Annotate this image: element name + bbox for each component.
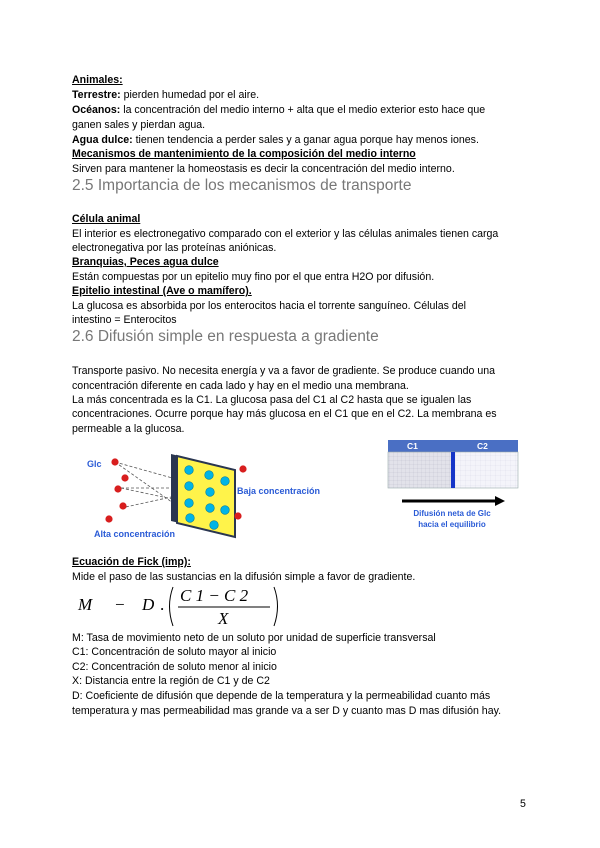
agua-dulce-label: Agua dulce: bbox=[72, 134, 133, 146]
section-2-5-title: 2.5 Importancia de los mecanismos de transporte bbox=[72, 177, 412, 194]
membrane-diffusion-figure bbox=[85, 448, 350, 545]
def-c2: C2: Concentración de soluto menor al inicio bbox=[72, 661, 277, 673]
epitelio-text-2: intestino = Enterocitos bbox=[72, 314, 177, 326]
alta-concentracion-label: Alta concentración bbox=[94, 529, 176, 539]
fick-heading: Ecuación de Fick (imp): bbox=[72, 556, 191, 568]
glc-label: Glc bbox=[87, 459, 102, 469]
mecanismos-text: Sirven para mantener la homeostasis es decir la concentración del medio interno. bbox=[72, 163, 455, 175]
def-d-1: D: Coeficiente de difusión que depende de la temperatura y la permeabilidad cuanto más bbox=[72, 690, 491, 702]
caption-line-1: Difusión neta de Glc bbox=[413, 509, 491, 518]
oceanos-label: Océanos: bbox=[72, 104, 121, 116]
def-x: X: Distancia entre la región de C1 y de C2 bbox=[72, 675, 270, 687]
animales-heading: Animales: bbox=[72, 74, 123, 86]
oceanos-line bbox=[72, 103, 485, 118]
diffusion-arrow-head bbox=[495, 496, 505, 506]
eq-left-paren bbox=[170, 587, 174, 626]
section-2-6-title: 2.6 Difusión simple en respuesta a gradiente bbox=[72, 328, 379, 345]
eq-minus: − bbox=[115, 595, 125, 614]
caption-line-2: hacia el equilibrio bbox=[418, 520, 486, 529]
difusion-p1-l1: Transporte pasivo. No necesita energía y va a favor de gradiente. Se produce cuando una bbox=[72, 365, 496, 377]
celula-animal-text-2: electronegativa por las proteínas aniónicas. bbox=[72, 242, 277, 254]
c1-label: C1 bbox=[407, 441, 418, 451]
baja-concentracion-label: Baja concentración bbox=[237, 486, 321, 496]
eq-d: D bbox=[142, 595, 155, 614]
c1-compartment bbox=[388, 452, 453, 488]
def-m: M: Tasa de movimiento neto de un soluto por unidad de superficie transversal bbox=[72, 632, 436, 644]
branquias-heading: Branquias, Peces agua dulce bbox=[72, 256, 219, 268]
eq-right-paren bbox=[274, 587, 278, 626]
compartment-divider bbox=[451, 452, 455, 488]
difusion-p1-l2: concentración diferente en cada lado y hay en el medio una membrana. bbox=[72, 380, 409, 392]
epitelio-heading: Epitelio intestinal (Ave o mamífero). bbox=[72, 285, 252, 297]
page-number: 5 bbox=[520, 798, 526, 810]
c2-label: C2 bbox=[477, 441, 488, 451]
epitelio-text-1: La glucosa es absorbida por los enterocitos hacia el torrente sanguíneo. Células del bbox=[72, 300, 466, 312]
agua-dulce-line bbox=[72, 133, 479, 148]
eq-denominator: X bbox=[218, 609, 229, 628]
def-c1: C1: Concentración de soluto mayor al inicio bbox=[72, 646, 277, 658]
mecanismos-heading: Mecanismos de mantenimiento de la composición del medio interno bbox=[72, 148, 416, 160]
celula-animal-text-1: El interior es electronegativo comparado con el exterior y las células animales tienen carga bbox=[72, 228, 499, 240]
difusion-p2-l1: La más concentrada es la C1. La glucosa pasa del C1 al C2 hasta que se igualen las bbox=[72, 394, 472, 406]
terrestre-line bbox=[72, 88, 259, 103]
c2-compartment bbox=[453, 452, 518, 488]
oceanos-text: la concentración del medio interno + alta que el medio exterior esto hace que bbox=[120, 104, 486, 116]
terrestre-label: Terrestre: bbox=[72, 89, 121, 101]
difusion-p2-l2: concentraciones. Ocurre porque hay más glucosa en el C1 que en el C2. La membrana es bbox=[72, 408, 497, 420]
compartment-figure bbox=[385, 440, 520, 535]
eq-m: M bbox=[78, 595, 93, 614]
difusion-p2-l3: permeable a la glucosa. bbox=[72, 423, 185, 435]
oceanos-text-2: ganen sales y pierdan agua. bbox=[72, 119, 206, 131]
terrestre-text: pierden humedad por el aire. bbox=[120, 89, 260, 101]
branquias-text: Están compuestas por un epitelio muy fino por el que entra H2O por difusión. bbox=[72, 271, 435, 283]
celula-animal-heading: Célula animal bbox=[72, 213, 141, 225]
agua-dulce-text: tienen tendencia a perder sales y a ganar agua porque hay menos iones. bbox=[132, 134, 479, 146]
def-d-2: temperatura y mas permeabilidad mas grande va a ser D y cuanto mas D mas difusión hay. bbox=[72, 705, 502, 717]
eq-numerator: C 1 − C 2 bbox=[180, 586, 249, 605]
fick-equation bbox=[70, 582, 290, 630]
eq-dot: . bbox=[160, 595, 165, 614]
fick-intro: Mide el paso de las sustancias en la difusión simple a favor de gradiente. bbox=[72, 571, 416, 583]
